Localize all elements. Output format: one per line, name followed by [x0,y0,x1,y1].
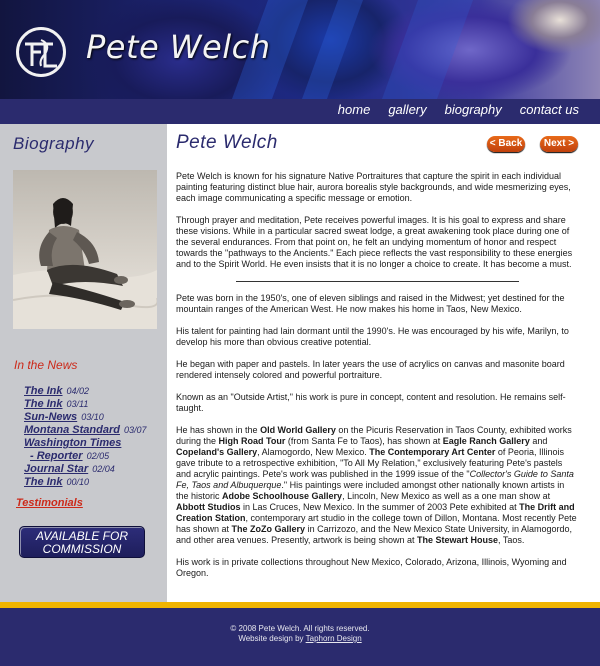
list-item [24,422,146,435]
design-credit [0,634,600,643]
news-link[interactable]: Sun-News [24,411,78,423]
gallery-name: Eagle Ranch Gallery [442,436,530,446]
divider [236,281,519,282]
nav-home[interactable]: home [337,102,371,117]
text: in Las Cruces, New Mexico. In the summer of 2003 Pete exhibited at [240,502,520,512]
text: on the Picuris Reservation in Taos County, exhibited works during the [176,425,572,446]
banner-art-stripe [382,0,473,99]
news-link[interactable]: Journal Star [24,463,89,475]
text: ." His paintings were included amongst other nationally known artists in the historic [176,480,565,501]
bio-paragraph-exhibitions [176,425,579,546]
text: , Lincoln, New Mexico as well as a one man show at [342,491,551,501]
text: of Peoria, Illinois gave tribute to a retrospective exhibition, "To All My Relation," exclusively featuring Pete's pastels and acrylic paintings. Pete's work was published in the 1999 issue of the " [176,447,564,479]
news-heading: In the News [14,358,78,372]
text: and [529,436,548,446]
logo-icon[interactable] [16,27,66,77]
list-item [24,383,146,396]
site-name[interactable]: Pete Welch [86,28,271,66]
sidebar-title: Biography [13,134,95,153]
news-link[interactable]: The Ink [24,398,63,410]
bio-paragraph: He began with paper and pastels. In later years the use of acrylics on canvas and masonite board rendered intensely colored and powerful portraiture. [176,359,565,380]
artist-portrait-photo [13,170,157,329]
bio-paragraph: Through prayer and meditation, Pete receives powerful images. It is his goal to express and share these visions. While in a particular sacred sweat lodge, a great awakening took place during one of the several endurances. From that point on, he felt an undying momentum of honor and respect towards the "pathways to the Ancients." Each piece reflects the vast responsibility to these energies and to the Spirit World. He even insists that it is no longer a choice to create. It has become a must. [176,215,573,269]
next-button[interactable]: Next > [540,136,578,152]
list-item [24,435,146,448]
back-button[interactable]: < Back [487,136,525,152]
news-link[interactable]: Washington Times [24,437,122,449]
list-item [24,396,146,409]
news-date: 03/07 [123,425,147,435]
publication-name: Collector's Guide to Santa Fe, Taos and Albuquerque [176,469,574,490]
news-link[interactable]: Montana Standard [24,424,120,436]
news-link[interactable]: The Ink [24,476,63,488]
list-item [24,461,146,474]
nav-gallery[interactable]: gallery [388,102,427,117]
available-line-1: AVAILABLE FOR [35,529,129,543]
list-item [24,448,146,461]
text: , Alamogordo, New Mexico. [257,447,370,457]
bio-paragraph: Known as an "Outside Artist," his work is pure in concept, content and resolution. He remains self-taught. [176,392,566,413]
text: (from Santa Fe to Taos), has shown at [285,436,443,446]
news-date: 04/02 [66,386,90,396]
design-credit-prefix: Website design by [238,634,306,643]
bio-paragraph: His talent for painting had lain dormant until the 1990's. He was encouraged by his wife, Marilyn, to develop his more than obvious creative potential. [176,326,569,347]
designer-link[interactable]: Taphorn Design [305,634,362,643]
page-title: Pete Welch [176,132,278,153]
news-date: 03/11 [66,399,89,409]
available-for-commission-button[interactable] [19,526,145,558]
nav-bar [0,99,600,124]
news-date: 00/10 [66,477,90,487]
header-banner [0,0,600,99]
text: in Carrizozo, and the New Mexico State University, in Alamogordo, and other area venues. Presently, artwork is being shown at [176,524,573,545]
testimonials-link[interactable]: Testimonials [16,497,83,509]
gallery-name: High Road Tour [218,436,286,446]
list-item [24,409,146,422]
text: He has shown in the [176,425,261,435]
text: , Taos. [498,535,525,545]
news-link[interactable]: - Reporter [30,450,83,462]
text: , contemporary art studio in the college town of Dillon, Montana. Most recently Pete has shown at [176,513,577,534]
gallery-name: The ZoZo Gallery [231,524,306,534]
bio-paragraph: Pete was born in the 1950's, one of eleven siblings and raised in the Midwest; yet destined for the mountain ranges of the American West. He now makes his home in Taos, New Mexico. [176,293,565,314]
gallery-name: Adobe Schoolhouse Gallery [222,491,343,501]
gallery-name: The Stewart House [416,535,498,545]
gallery-name: Old World Gallery [260,425,336,435]
news-list [24,383,146,487]
banner-art-stripe [302,0,363,99]
gallery-name: The Contemporary Art Center [369,447,496,457]
available-line-2: COMMISSION [42,542,122,556]
gallery-name: The Drift and Creation Station [176,502,575,523]
bio-paragraph: His work is in private collections throughout New Mexico, Colorado, Arizona, Illinois, Wyoming and Oregon. [176,557,567,578]
list-item [24,474,146,487]
gallery-name: Abbott Studios [176,502,241,512]
news-date: 02/04 [92,464,115,474]
news-date: 02/05 [86,451,110,461]
gallery-name: Copeland's Gallery [176,447,258,457]
footer [0,608,600,666]
biography-content [176,171,579,590]
copyright-text: © 2008 Pete Welch. All rights reserved. [230,624,370,633]
nav-contact-us[interactable]: contact us [519,102,579,117]
sidebar [0,124,167,602]
nav-biography[interactable]: biography [444,102,502,117]
news-link[interactable]: The Ink [24,385,63,397]
bio-paragraph: Pete Welch is known for his signature Native Portraitures that capture the spirit in each individual painting featuring distinct blue hair, aurora borealis style backgrounds, and wide mesmerizing eyes, each image communicating a specific message or emotion. [176,171,571,203]
news-date: 03/10 [81,412,104,422]
